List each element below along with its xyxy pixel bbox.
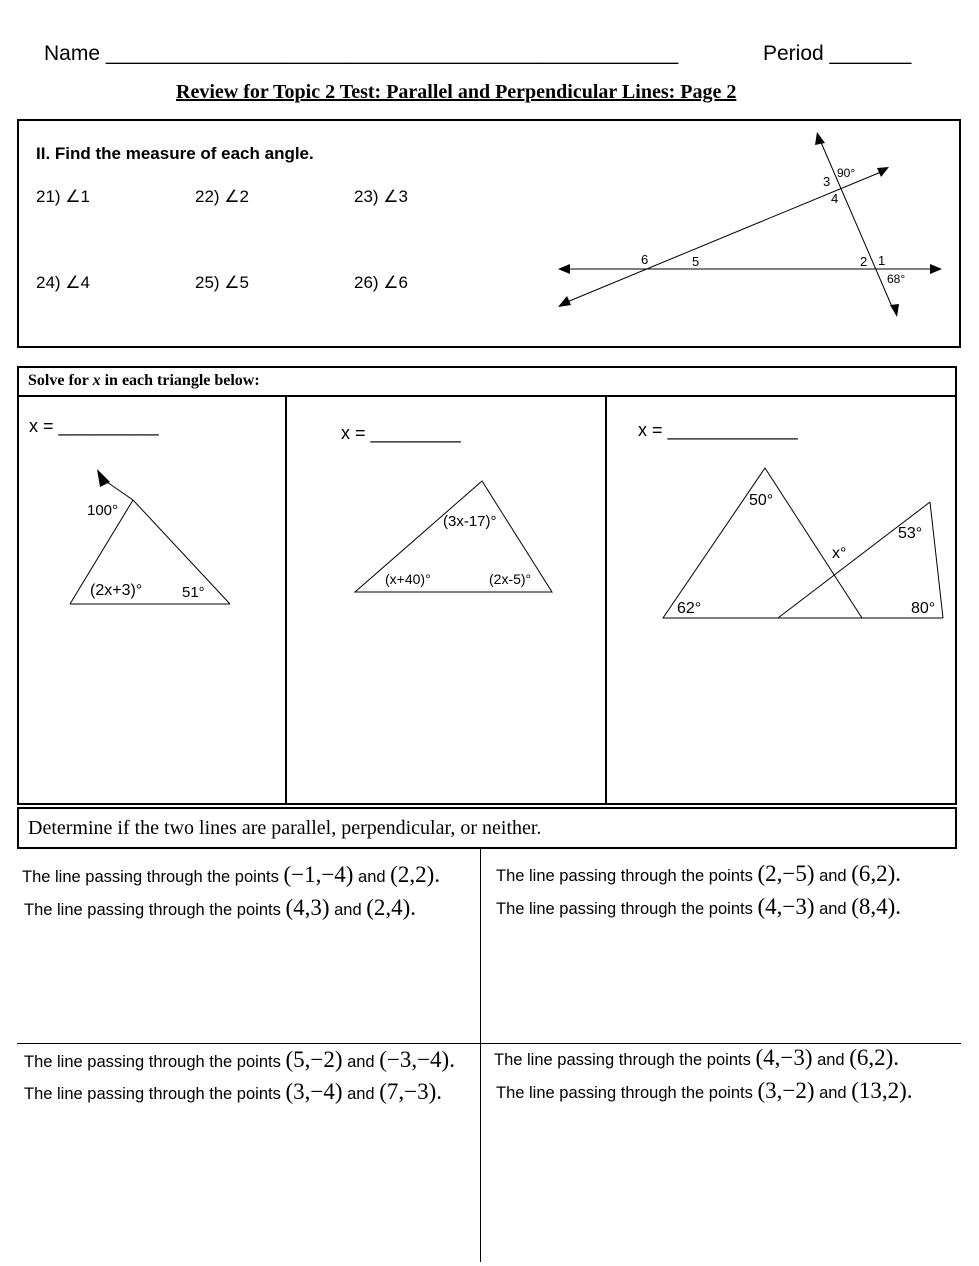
label-angle-2: 2 bbox=[860, 254, 868, 269]
problem-2-line-b: The line passing through the points (4,−3) and (8,4). bbox=[496, 894, 902, 919]
question-21: 21) ∠1 bbox=[36, 187, 90, 206]
tri1-extension bbox=[104, 480, 133, 500]
answer-x-3[interactable]: x = _____________ bbox=[638, 420, 798, 440]
label-90: 90° bbox=[837, 166, 856, 180]
question-23: 23) ∠3 bbox=[354, 187, 408, 206]
label-angle-6: 6 bbox=[641, 252, 649, 267]
period-label: Period bbox=[763, 42, 824, 65]
lines-heading: Determine if the two lines are parallel, perpendicular, or neither. bbox=[28, 817, 542, 839]
problem-4-line-b: The line passing through the points (3,−2) and (13,2). bbox=[496, 1078, 913, 1103]
lines-horizontal-divider bbox=[17, 1043, 961, 1044]
page-title: Review for Topic 2 Test: Parallel and Perpendicular Lines: Page 2 bbox=[176, 81, 737, 103]
tri3-slant bbox=[778, 502, 930, 618]
problem-1-line-a: The line passing through the points (−1,−4) and (2,2). bbox=[22, 862, 440, 887]
problem-3-line-b: The line passing through the points (3,−4) and (7,−3). bbox=[24, 1079, 442, 1104]
tri1-label-top: 100° bbox=[87, 502, 119, 519]
tri3-label-right-top: 53° bbox=[898, 525, 923, 542]
lines-vertical-divider bbox=[480, 849, 481, 1262]
name-line[interactable]: Name _________________________________________________ bbox=[44, 42, 679, 65]
label-68: 68° bbox=[887, 272, 906, 286]
label-angle-5: 5 bbox=[692, 254, 700, 269]
tri1-label-right: 51° bbox=[182, 584, 205, 601]
question-26: 26) ∠6 bbox=[354, 273, 408, 292]
tri2-label-right: (2x-5)° bbox=[489, 571, 532, 587]
tri3-label-left: 62° bbox=[677, 600, 702, 617]
tri3-main bbox=[663, 468, 862, 618]
problem-2-line-a: The line passing through the points (2,−5) and (6,2). bbox=[496, 861, 902, 886]
tri3-label-right: 80° bbox=[911, 600, 936, 617]
tri1-label-left: (2x+3)° bbox=[90, 582, 143, 599]
label-angle-1: 1 bbox=[878, 253, 886, 268]
tri3-label-x: x° bbox=[832, 545, 847, 562]
problem-4-line-a: The line passing through the points (4,−3) and (6,2). bbox=[494, 1045, 900, 1070]
tri2-label-left: (x+40)° bbox=[385, 571, 431, 587]
name-label: Name bbox=[44, 42, 101, 65]
label-angle-4: 4 bbox=[831, 191, 839, 206]
period-line[interactable]: Period _______ bbox=[763, 42, 912, 65]
section2-heading: II. Find the measure of each angle. bbox=[36, 144, 314, 163]
problem-3-line-a: The line passing through the points (5,−2) and (−3,−4). bbox=[24, 1047, 455, 1072]
question-24: 24) ∠4 bbox=[36, 273, 90, 292]
problem-1-line-b: The line passing through the points (4,3) and (2,4). bbox=[24, 895, 417, 920]
tri2-label-top: (3x-17)° bbox=[443, 513, 497, 530]
question-25: 25) ∠5 bbox=[195, 273, 249, 292]
answer-x-1[interactable]: x = __________ bbox=[29, 416, 159, 436]
tri1-arrow-icon bbox=[97, 469, 110, 487]
triangles-heading: Solve for x in each triangle below: bbox=[28, 372, 260, 389]
label-angle-3: 3 bbox=[823, 174, 831, 189]
tri3-label-top: 50° bbox=[749, 492, 774, 509]
answer-x-2[interactable]: x = _________ bbox=[341, 423, 461, 443]
question-22: 22) ∠2 bbox=[195, 187, 249, 206]
